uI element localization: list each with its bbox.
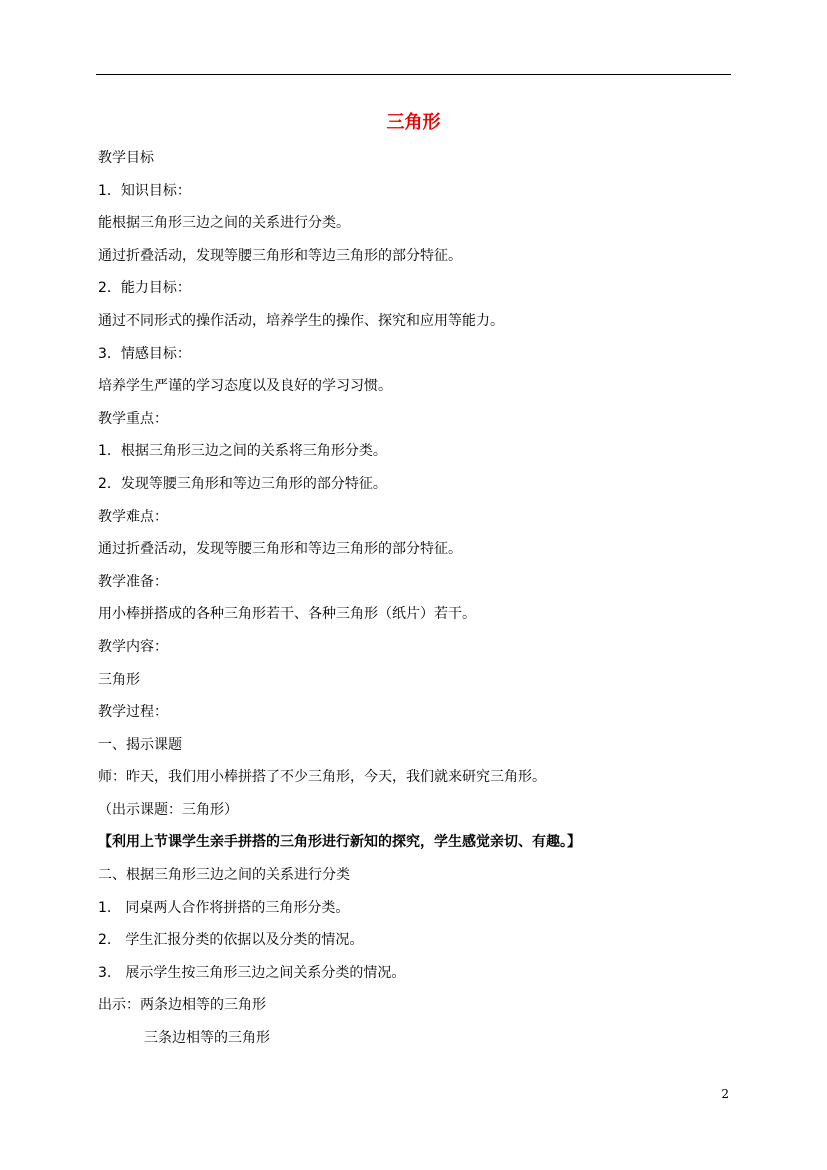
paragraph: 三条边相等的三角形 [144,1030,270,1047]
paragraph: 师：昨天，我们用小棒拼搭了不少三角形，今天，我们就来研究三角形。 [98,769,546,786]
document-body [98,148,738,1061]
step-heading: 一、揭示课题 [98,736,182,753]
section-heading-content: 教学内容： [98,638,168,655]
objective-heading-knowledge: 1．知识目标： [98,182,191,199]
paragraph: 通过折叠活动，发现等腰三角形和等边三角形的部分特征。 [98,247,462,264]
list-item: 3. 展示学生按三角形三边之间关系分类的情况。 [98,964,406,981]
step-heading: 二、根据三角形三边之间的关系进行分类 [98,867,350,884]
objective-heading-ability: 2．能力目标： [98,280,191,297]
paragraph: 通过不同形式的操作活动，培养学生的操作、探究和应用等能力。 [98,312,504,329]
section-heading-preparation: 教学准备： [98,573,168,590]
document-title: 三角形 [386,112,441,133]
page-number: 2 [721,1087,729,1101]
list-item: 1. 同桌两人合作将拼搭的三角形分类。 [98,899,350,916]
teaching-note: 【利用上节课学生亲手拼搭的三角形进行新知的探究，学生感觉亲切、有趣。】 [98,834,581,851]
list-item: 2. 学生汇报分类的依据以及分类的情况。 [98,932,364,949]
paragraph: 培养学生严谨的学习态度以及良好的学习习惯。 [98,378,392,395]
header-rule [96,74,731,75]
section-heading-difficulties: 教学难点： [98,508,168,525]
section-heading-process: 教学过程： [98,704,168,721]
list-item: 2．发现等腰三角形和等边三角形的部分特征。 [98,475,387,492]
paragraph: 用小棒拼搭成的各种三角形若干、各种三角形（纸片）若干。 [98,606,476,623]
list-item: 1．根据三角形三边之间的关系将三角形分类。 [98,443,387,460]
paragraph: 能根据三角形三边之间的关系进行分类。 [98,215,350,232]
paragraph: 通过折叠活动，发现等腰三角形和等边三角形的部分特征。 [98,541,462,558]
paragraph: 三角形 [98,671,140,688]
paragraph: 出示：两条边相等的三角形 [98,997,266,1014]
objective-heading-emotion: 3．情感目标： [98,345,191,362]
section-heading-key-points: 教学重点： [98,410,168,427]
paragraph: （出示课题：三角形） [98,801,238,818]
section-heading-objectives: 教学目标 [98,150,154,166]
